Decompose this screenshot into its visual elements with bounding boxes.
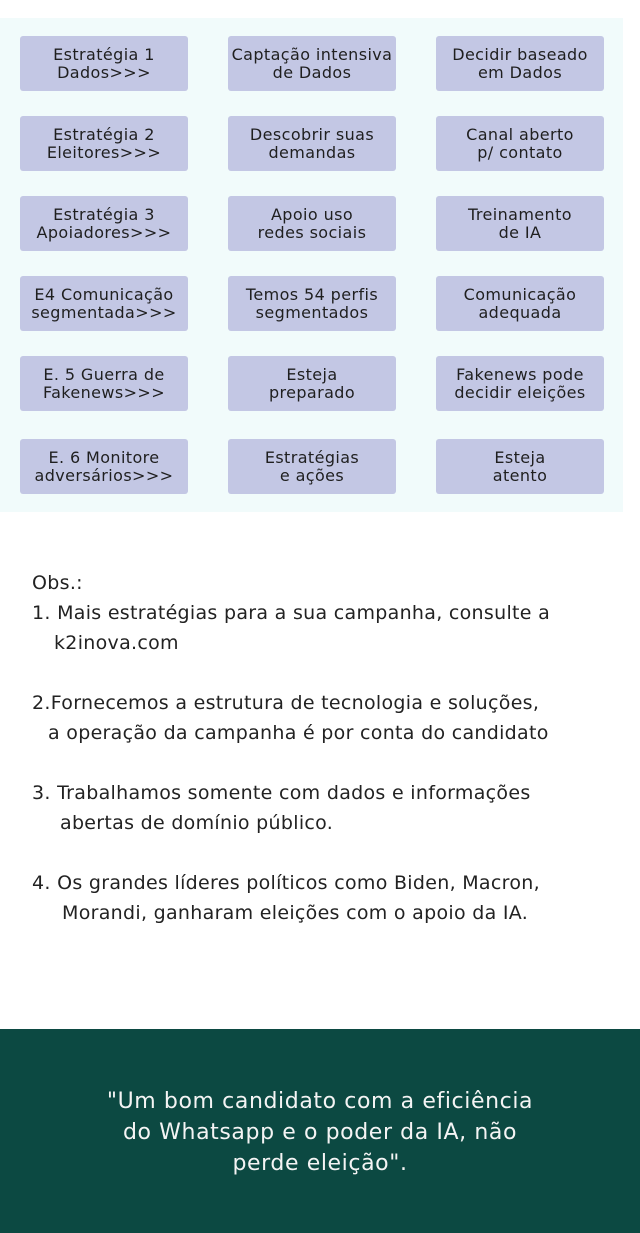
note-item-2 bbox=[32, 688, 632, 748]
result-box-2 bbox=[436, 116, 604, 171]
note-line: 1. Mais estratégias para a sua campanha, consulte a bbox=[32, 602, 551, 624]
action-box-2 bbox=[228, 116, 396, 171]
result-box-line: Comunicação bbox=[463, 284, 577, 304]
result-box-6 bbox=[436, 439, 604, 494]
strategy-box-2 bbox=[20, 116, 188, 171]
strategy-box-3 bbox=[20, 196, 188, 251]
strategy-box-5 bbox=[20, 356, 188, 411]
result-box-line: Fakenews pode bbox=[456, 364, 584, 384]
strategy-box-line: E4 Comunicação bbox=[34, 284, 174, 304]
strategy-box-line: Eleitores>>> bbox=[46, 142, 162, 162]
note-line: 3. Trabalhamos somente com dados e informações bbox=[32, 782, 531, 804]
action-box-5 bbox=[228, 356, 396, 411]
action-box-line: preparado bbox=[268, 382, 356, 402]
strategy-box-line: E. 6 Monitore bbox=[48, 447, 160, 467]
action-box-4 bbox=[228, 276, 396, 331]
strategy-box-line: Estratégia 1 bbox=[53, 44, 155, 64]
result-box-line: Esteja bbox=[494, 447, 546, 467]
footer-banner bbox=[0, 1029, 640, 1233]
action-box-line: Apoio uso bbox=[270, 204, 354, 224]
action-box-line: Descobrir suas bbox=[249, 124, 375, 144]
result-box-line: atento bbox=[492, 465, 548, 485]
note-link-text: k2inova.com bbox=[54, 632, 179, 654]
action-box-line: Esteja bbox=[286, 364, 338, 384]
note-line: 4. Os grandes líderes políticos como Biden, Macron, bbox=[32, 872, 540, 894]
strategy-box-line: segmentada>>> bbox=[31, 302, 177, 322]
result-box-line: adequada bbox=[478, 302, 562, 322]
action-box-line: de Dados bbox=[272, 62, 352, 82]
strategy-box-line: Estratégia 2 bbox=[53, 124, 155, 144]
result-box-1 bbox=[436, 36, 604, 91]
note-line: Morandi, ganharam eleições com o apoio da IA. bbox=[62, 902, 529, 924]
footer-quote bbox=[60, 1086, 580, 1179]
quote-line: do Whatsapp e o poder da IA, não bbox=[122, 1120, 518, 1145]
note-line: 2.Fornecemos a estrutura de tecnologia e soluções, bbox=[32, 692, 540, 714]
strategy-box-1 bbox=[20, 36, 188, 91]
strategy-box-line: E. 5 Guerra de bbox=[43, 364, 165, 384]
result-box-line: Treinamento bbox=[468, 204, 572, 224]
quote-line: perde eleição". bbox=[232, 1151, 408, 1176]
strategy-box-6 bbox=[20, 439, 188, 494]
strategy-box-line: Apoiadores>>> bbox=[36, 222, 172, 242]
result-box-line: Canal aberto bbox=[466, 124, 574, 144]
result-box-line: Decidir baseado bbox=[452, 44, 588, 64]
action-box-line: segmentados bbox=[255, 302, 369, 322]
note-item-4 bbox=[32, 868, 632, 928]
quote-line: "Um bom candidato com a eficiência bbox=[106, 1089, 534, 1114]
action-box-line: Estratégias bbox=[264, 447, 360, 467]
strategy-box-line: Estratégia 3 bbox=[53, 204, 155, 224]
note-item-1 bbox=[32, 598, 632, 658]
note-line: abertas de domínio público. bbox=[60, 812, 334, 834]
result-box-5 bbox=[436, 356, 604, 411]
action-box-line: Temos 54 perfis bbox=[245, 284, 379, 304]
result-box-line: decidir eleições bbox=[454, 382, 586, 402]
action-box-3 bbox=[228, 196, 396, 251]
action-box-line: demandas bbox=[268, 142, 356, 162]
result-box-3 bbox=[436, 196, 604, 251]
result-box-line: p/ contato bbox=[477, 142, 563, 162]
strategy-box-line: adversários>>> bbox=[34, 465, 174, 485]
action-box-6 bbox=[228, 439, 396, 494]
strategy-box-line: Dados>>> bbox=[57, 62, 151, 82]
result-box-line: em Dados bbox=[477, 62, 563, 82]
strategy-box-4 bbox=[20, 276, 188, 331]
note-item-3 bbox=[32, 778, 632, 838]
action-box-line: redes sociais bbox=[257, 222, 367, 242]
result-box-line: de IA bbox=[498, 222, 542, 242]
notes-label: Obs.: bbox=[32, 572, 83, 594]
note-line: a operação da campanha é por conta do candidato bbox=[48, 722, 549, 744]
action-box-line: e ações bbox=[279, 465, 345, 485]
action-box-line: Captação intensiva bbox=[231, 44, 393, 64]
action-box-1 bbox=[228, 36, 396, 91]
strategy-grid-panel bbox=[0, 18, 623, 512]
result-box-4 bbox=[436, 276, 604, 331]
strategy-box-line: Fakenews>>> bbox=[42, 382, 166, 402]
notes-section bbox=[32, 568, 632, 928]
